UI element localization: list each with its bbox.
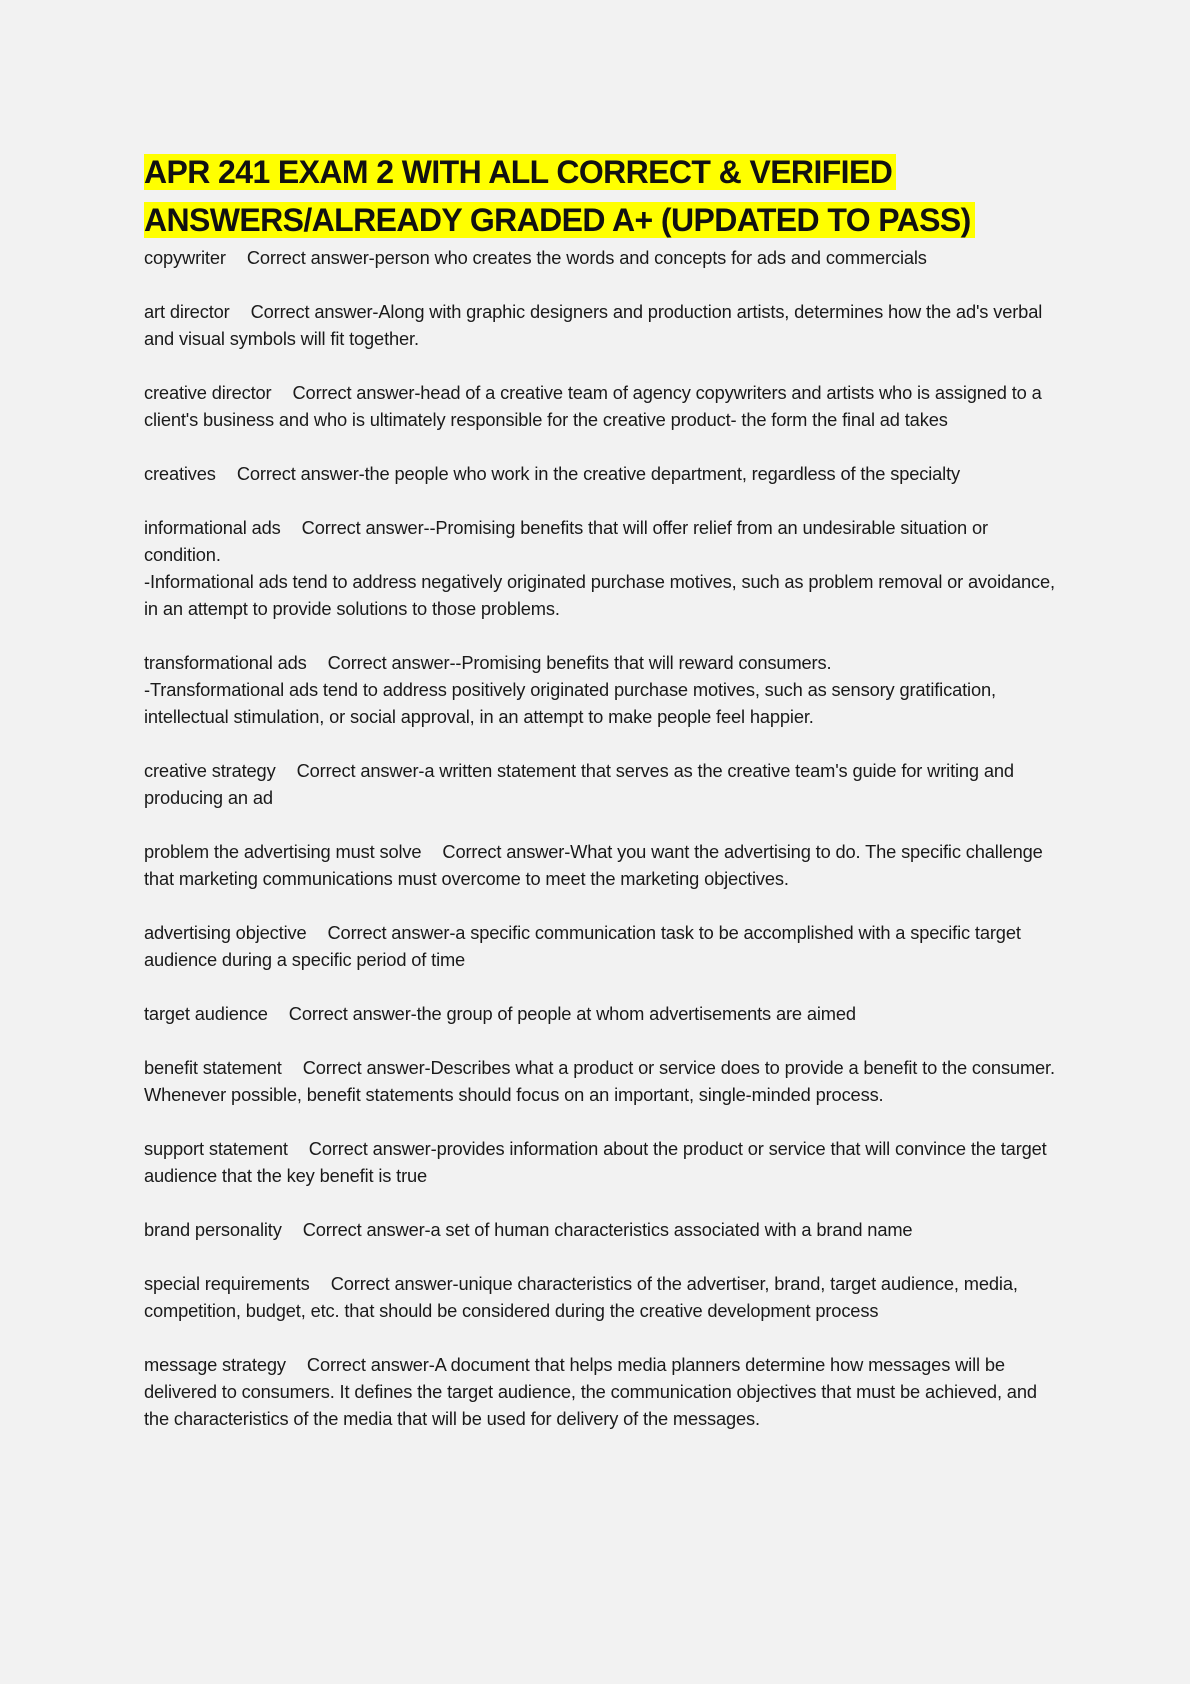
qa-definition: head of a creative team of agency copywriters and artists who is assigned to a client's business and who is ultimately responsible for the creative product- the form the final ad takes xyxy=(144,382,1042,430)
qa-answer-prefix: Correct answer- xyxy=(442,841,571,862)
qa-answer-prefix: Correct answer- xyxy=(308,1138,437,1159)
qa-entry xyxy=(144,919,1064,973)
qa-entry-line xyxy=(144,1351,1064,1432)
qa-answer-prefix: Correct answer- xyxy=(301,517,430,538)
qa-term: brand personality xyxy=(144,1219,282,1240)
qa-term: message strategy xyxy=(144,1354,286,1375)
qa-answer-prefix: Correct answer- xyxy=(330,1273,459,1294)
qa-entry-line xyxy=(144,298,1064,352)
qa-entry-line xyxy=(144,1000,1064,1027)
qa-term: advertising objective xyxy=(144,922,307,943)
qa-answer-prefix: Correct answer- xyxy=(288,1003,417,1024)
qa-answer-prefix: Correct answer- xyxy=(296,760,425,781)
qa-answer-prefix: Correct answer- xyxy=(236,463,365,484)
qa-entry-line xyxy=(144,1054,1064,1108)
qa-term: copywriter xyxy=(144,247,226,268)
qa-definition: What you want the advertising to do. The specific challenge that marketing communications must overcome to meet the marketing objectives. xyxy=(144,841,1043,889)
qa-entry xyxy=(144,1270,1064,1324)
qa-term: creative director xyxy=(144,382,272,403)
qa-entry-line xyxy=(144,649,1064,676)
qa-definition: provides information about the product or service that will convince the target audience that the key benefit is true xyxy=(144,1138,1047,1186)
qa-definition: -Informational ads tend to address negatively originated purchase motives, such as problem removal or avoidance, in an attempt to provide solutions to those problems. xyxy=(144,571,1055,619)
qa-term: benefit statement xyxy=(144,1057,282,1078)
qa-definition: -Promising benefits that will reward consumers. xyxy=(455,652,832,673)
qa-definition: A document that helps media planners determine how messages will be delivered to consumers. It defines the target audience, the communication objectives that must be achieved, and the characteristics of the media that will be used for delivery of the messages. xyxy=(144,1354,1037,1429)
qa-answer-prefix: Correct answer- xyxy=(292,382,421,403)
qa-entry-line xyxy=(144,1216,1064,1243)
qa-answer-prefix: Correct answer- xyxy=(302,1219,431,1240)
qa-answer-prefix: Correct answer- xyxy=(250,301,379,322)
qa-definition: a set of human characteristics associated with a brand name xyxy=(430,1219,913,1240)
qa-answer-prefix: Correct answer- xyxy=(327,922,456,943)
qa-answer-prefix: Correct answer- xyxy=(246,247,375,268)
qa-definition: -Promising benefits that will offer relief from an undesirable situation or condition. xyxy=(144,517,988,565)
qa-definition: person who creates the words and concepts for ads and commercials xyxy=(374,247,927,268)
qa-entry-line xyxy=(144,460,1064,487)
qa-entry-line xyxy=(144,919,1064,973)
qa-definition: a specific communication task to be accomplished with a specific target audience during a specific period of time xyxy=(144,922,1021,970)
qa-entry xyxy=(144,1135,1064,1189)
qa-entry xyxy=(144,1216,1064,1243)
document-title xyxy=(144,148,1064,244)
qa-entry-line xyxy=(144,379,1064,433)
qa-definition: the group of people at whom advertisements are aimed xyxy=(416,1003,856,1024)
qa-entry-line xyxy=(144,1270,1064,1324)
qa-definition: -Transformational ads tend to address positively originated purchase motives, such as sensory gratification, intellectual stimulation, or social approval, in an attempt to make people feel happier. xyxy=(144,679,996,727)
qa-entry xyxy=(144,514,1064,622)
qa-entry xyxy=(144,1000,1064,1027)
qa-entry xyxy=(144,379,1064,433)
qa-term: art director xyxy=(144,301,230,322)
qa-entry-line xyxy=(144,676,1064,730)
qa-definition: unique characteristics of the advertiser, brand, target audience, media, competition, budget, etc. that should be considered during the creative development process xyxy=(144,1273,1018,1321)
qa-answer-prefix: Correct answer- xyxy=(306,1354,435,1375)
qa-term: target audience xyxy=(144,1003,268,1024)
qa-entry xyxy=(144,649,1064,730)
qa-term: informational ads xyxy=(144,517,281,538)
qa-definition: the people who work in the creative department, regardless of the specialty xyxy=(364,463,961,484)
qa-term: support statement xyxy=(144,1138,288,1159)
qa-entry-line xyxy=(144,838,1064,892)
qa-term: transformational ads xyxy=(144,652,307,673)
qa-term: creative strategy xyxy=(144,760,276,781)
qa-term: creatives xyxy=(144,463,216,484)
qa-entry-line xyxy=(144,1135,1064,1189)
qa-entry xyxy=(144,1054,1064,1108)
qa-entry xyxy=(144,1351,1064,1432)
qa-entry xyxy=(144,757,1064,811)
qa-definition: Along with graphic designers and production artists, determines how the ad's verbal and visual symbols will fit together. xyxy=(144,301,1043,349)
qa-term: problem the advertising must solve xyxy=(144,841,422,862)
qa-definition: Describes what a product or service does to provide a benefit to the consumer. Whenever possible, benefit statements should focus on an important, single-minded process. xyxy=(144,1057,1055,1105)
qa-entry xyxy=(144,460,1064,487)
qa-entry-line xyxy=(144,568,1064,622)
document-title-highlight: APR 241 EXAM 2 WITH ALL CORRECT & VERIFIED ANSWERS/ALREADY GRADED A+ (UPDATED TO PASS) xyxy=(144,154,975,238)
qa-list xyxy=(144,244,1064,1432)
qa-entry-line xyxy=(144,514,1064,568)
qa-definition: a written statement that serves as the creative team's guide for writing and producing an ad xyxy=(144,760,1014,808)
document-page xyxy=(144,148,1064,1459)
qa-entry xyxy=(144,244,1064,271)
qa-entry xyxy=(144,838,1064,892)
qa-term: special requirements xyxy=(144,1273,310,1294)
qa-answer-prefix: Correct answer- xyxy=(327,652,456,673)
qa-entry-line xyxy=(144,244,1064,271)
qa-entry-line xyxy=(144,757,1064,811)
qa-answer-prefix: Correct answer- xyxy=(302,1057,431,1078)
qa-entry xyxy=(144,298,1064,352)
